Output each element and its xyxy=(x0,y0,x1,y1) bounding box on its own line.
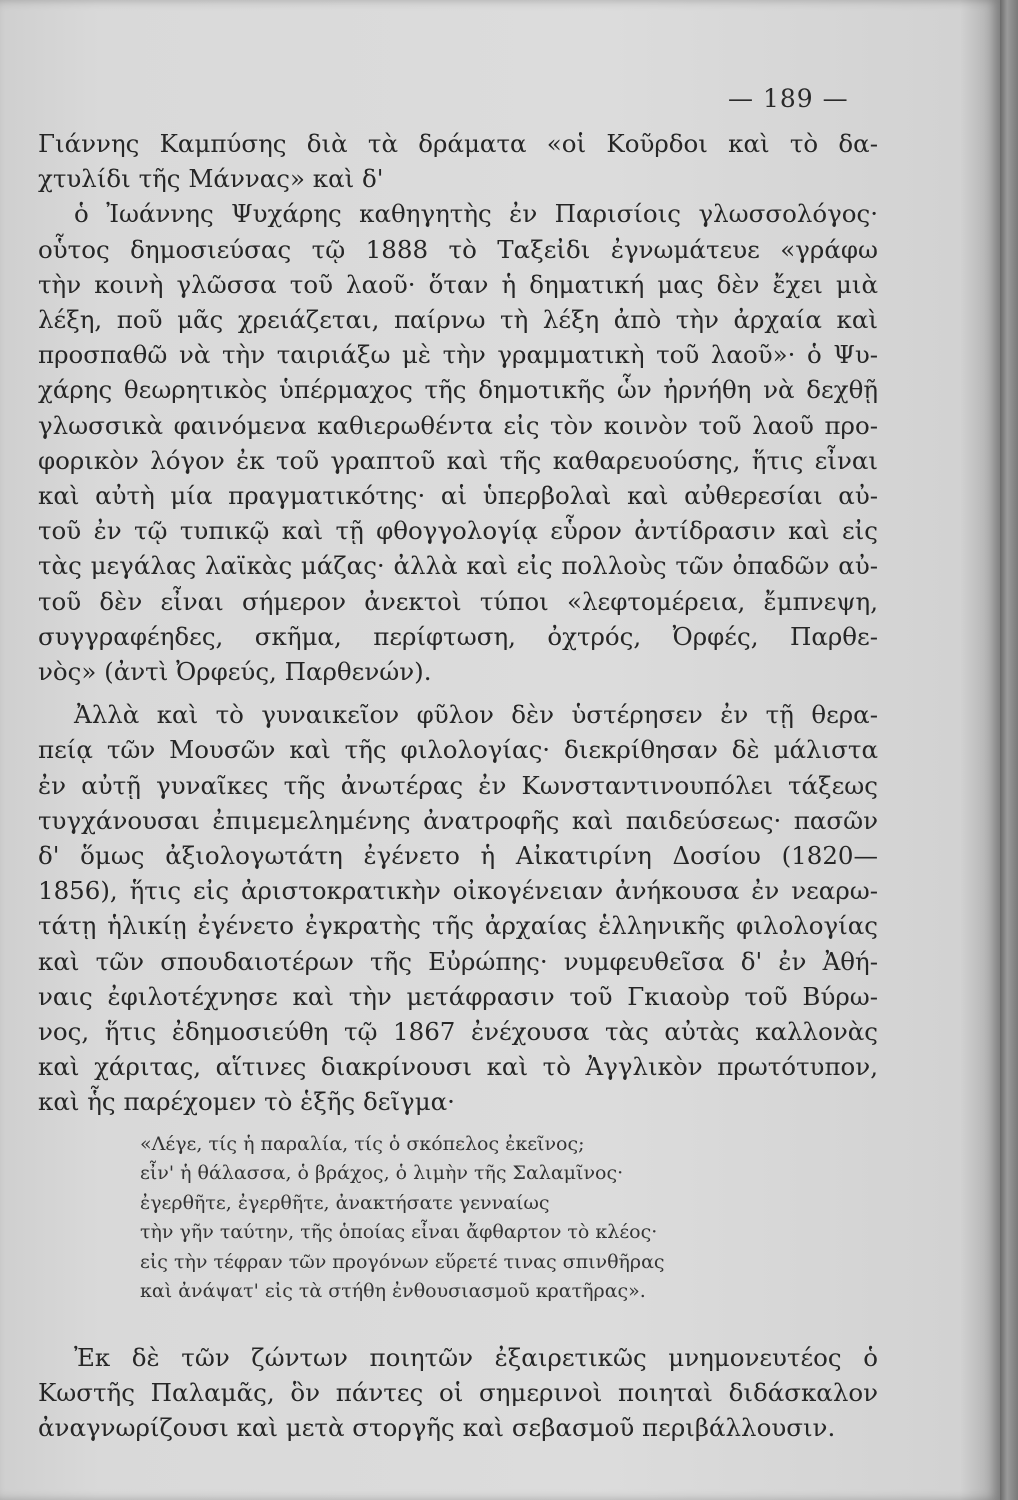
paragraph-gap xyxy=(38,689,878,697)
page-edge xyxy=(1000,0,1018,1500)
verse-line: καὶ ἀνάψατ' εἰς τὰ στήθη ἐνθουσιασμοῦ κρατῆρας». xyxy=(140,1280,646,1303)
text-line: πείᾳ τῶν Μουσῶν καὶ τῆς φιλολογίας· διεκρίθησαν δὲ μάλιστα xyxy=(38,735,878,765)
text-line: καὶ ἧς παρέχομεν τὸ ἑξῆς δεῖγμα· xyxy=(38,1087,455,1117)
verse-line: εἰς τὴν τέφραν τῶν προγόνων εὕρετέ τινας σπινθῆρας xyxy=(140,1250,665,1273)
text-line: νὸς» (ἀντὶ Ὀρφεύς, Παρθενών). xyxy=(38,657,432,687)
text-line: χτυλίδι τῆς Μάννας» καὶ δ' xyxy=(38,164,384,194)
main-text xyxy=(38,126,878,1120)
paragraph-palamas xyxy=(38,1340,878,1446)
text-line: 1856), ἥτις εἰς ἀριστοκρατικὴν οἰκογένειαν ἀνήκουσα ἐν νεαρω- xyxy=(38,876,878,906)
text-line: νος, ἥτις ἐδημοσιεύθη τῷ 1867 ἐνέχουσα τὰς αὐτὰς καλλονὰς xyxy=(38,1017,878,1047)
text-line: ὁ Ἰωάννης Ψυχάρης καθηγητὴς ἐν Παρισίοις γλωσσολόγος· xyxy=(74,199,878,229)
text-line: οὗτος δημοσιεύσας τῷ 1888 τὸ Ταξεἰδι ἐγνωμάτευε «γράφω xyxy=(38,234,878,264)
text-line: τὰς μεγάλας λαϊκὰς μάζας· ἀλλὰ καὶ εἰς πολλοὺς τῶν ὀπαδῶν αὐ- xyxy=(38,551,878,581)
text-line: τοῦ δὲν εἶναι σήμερον ἀνεκτοὶ τύποι «λεφτομέρεια, ἔμπνεψη, xyxy=(38,586,878,616)
text-line: τὴν κοινὴ γλῶσσα τοῦ λαοῦ· ὅταν ἡ δηματική μας δὲν ἔχει μιὰ xyxy=(38,269,878,299)
text-line: τυγχάνουσαι ἐπιμεμελημένης ἀνατροφῆς καὶ παιδεύσεως· πασῶν xyxy=(38,805,878,835)
verse-line: εἶν' ἡ θάλασσα, ὁ βράχος, ὁ λιμὴν τῆς Σαλαμῖνος· xyxy=(140,1162,624,1185)
verse-line: «Λέγε, τίς ἡ παραλία, τίς ὁ σκόπελος ἐκεῖνος; xyxy=(140,1133,585,1155)
paragraph-kampysis xyxy=(38,126,878,196)
verse-quote xyxy=(140,1130,780,1306)
text-line: δ' ὅμως ἀξιολογωτάτη ἐγένετο ἡ Αἰκατιρίνη Δοσίου (1820— xyxy=(38,841,878,871)
text-line: Κωστῆς Παλαμᾶς, ὃν πάντες οἱ σημερινοὶ ποιηταὶ διδάσκαλον xyxy=(38,1378,878,1408)
verse-line: τὴν γῆν ταύτην, τῆς ὁποίας εἶναι ἄφθαρτον τὸ κλέος· xyxy=(140,1221,658,1244)
text-line: συγγραφέηδες, σκῆμα, περίφτωση, ὀχτρός, Ὀρφές, Παρθε- xyxy=(38,621,878,651)
verse-line: ἐγερθῆτε, ἐγερθῆτε, ἀνακτήσατε γενναίως xyxy=(140,1191,550,1214)
text-line: Ἐκ δὲ τῶν ζώντων ποιητῶν ἐξαιρετικῶς μνημονευτέος ὁ xyxy=(74,1343,878,1372)
text-line: καὶ τῶν σπουδαιοτέρων τῆς Εὐρώπης· νυμφευθεῖσα δ' ἐν Ἀθή- xyxy=(38,946,878,976)
text-line: φορικὸν λόγον ἐκ τοῦ γραπτοῦ καὶ τῆς καθαρευούσης, ἥτις εἶναι xyxy=(38,445,878,475)
text-line: λέξη, ποῦ μᾶς χρειάζεται, παίρνω τὴ λέξη ἀπὸ τὴν ἀρχαία καὶ xyxy=(38,305,878,335)
text-line: τάτῃ ἡλικίῃ ἐγένετο ἐγκρατὴς τῆς ἀρχαίας ἑλληνικῆς φιλολογίας xyxy=(38,911,878,941)
text-line: ἀναγνωρίζουσι καὶ μετὰ στοργῆς καὶ σεβασμοῦ περιβάλλουσιν. xyxy=(38,1413,836,1443)
paragraph-psycharis xyxy=(38,196,878,689)
page-number: — 189 — xyxy=(728,84,849,113)
text-line: Γιάννης Καμπύσης διὰ τὰ δράματα «οἱ Κοῦρδοι καὶ τὸ δα- xyxy=(38,129,878,158)
text-line: καὶ χάριτας, αἵτινες διακρίνουσι καὶ τὸ Ἀγγλικὸν πρωτότυπον, xyxy=(38,1052,878,1082)
text-line: Ἀλλὰ καὶ τὸ γυναικεῖον φῦλον δὲν ὑστέρησεν ἐν τῇ θερα- xyxy=(74,700,878,730)
paragraph-women-writers xyxy=(38,697,878,1119)
text-line: καὶ αὐτὴ μία πραγματικότης· αἱ ὑπερβολαὶ καὶ αὐθερεσίαι αὐ- xyxy=(38,481,878,511)
text-line: ναις ἐφιλοτέχνησε καὶ τὴν μετάφρασιν τοῦ Γκιαοὺρ τοῦ Βύρω- xyxy=(38,981,878,1011)
text-line: τοῦ ἐν τῷ τυπικῷ καὶ τῇ φθογγολογίᾳ εὗρον ἀντίδρασιν καὶ εἰς xyxy=(38,516,878,546)
text-line: χάρης θεωρητικὸς ὑπέρμαχος τῆς δημοτικῆς ὧν ἠρνήθη νὰ δεχθῇ xyxy=(38,375,878,405)
text-line: προσπαθῶ νὰ τὴν ταιριάξω μὲ τὴν γραμματικὴ τοῦ λαοῦ»· ὁ Ψυ- xyxy=(38,340,878,370)
text-line: γλωσσικὰ φαινόμενα καθιερωθέντα εἰς τὸν κοινὸν τοῦ λαοῦ προ- xyxy=(38,410,878,440)
text-line: ἐν αὐτῇ γυναῖκες τῆς ἀνωτέρας ἐν Κωνσταντινουπόλει τάξεως xyxy=(38,770,878,800)
